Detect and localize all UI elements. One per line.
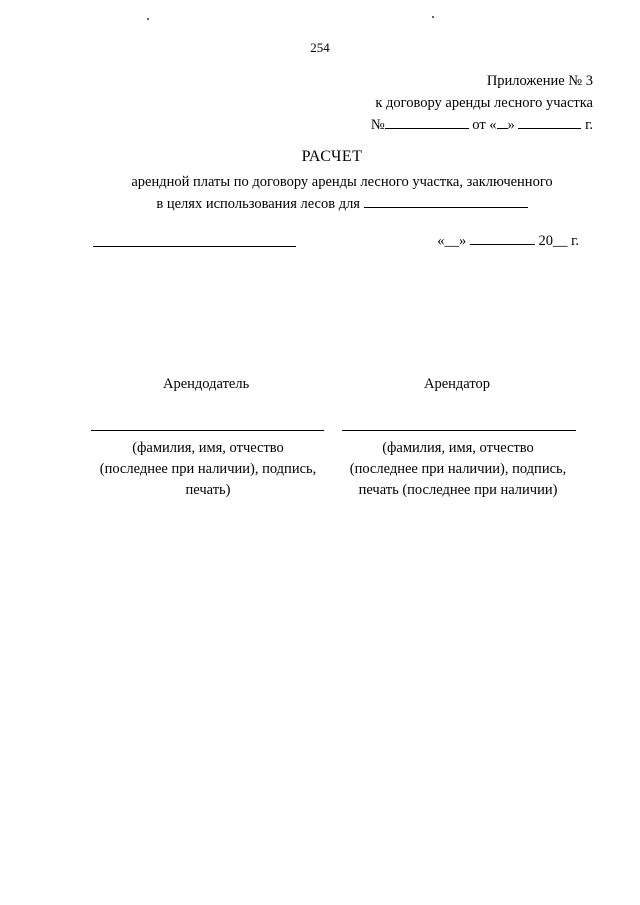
purpose-blank	[364, 194, 528, 208]
place-blank	[93, 246, 296, 247]
purpose-label: в целях использования лесов для	[156, 196, 360, 212]
contract-number-blank	[385, 115, 469, 129]
contract-number-line	[371, 114, 593, 136]
month-blank	[518, 115, 581, 129]
year-suffix: г.	[585, 117, 593, 133]
appendix-title: Приложение № 3	[486, 73, 593, 89]
date-month-blank	[470, 231, 535, 245]
date-row	[437, 231, 579, 250]
document-title: РАСЧЕТ	[301, 148, 363, 165]
lessor-signature-caption	[80, 438, 336, 501]
lessor-signature-line	[91, 430, 324, 431]
day-blank	[497, 115, 508, 129]
document-subtitle-line1: арендной платы по договору аренды лесного участка, заключенного	[131, 174, 553, 190]
date-year: 20__ г.	[538, 233, 579, 249]
lessee-role: Арендатор	[424, 376, 491, 392]
lessor-role: Арендодатель	[163, 376, 250, 392]
document-subtitle-line2	[0, 193, 640, 215]
caption-line: (последнее при наличии), подпись,	[99, 461, 317, 477]
caption-line: (фамилия, имя, отчество	[382, 440, 534, 456]
quote-close: »	[507, 117, 515, 133]
date-day: «__»	[437, 233, 467, 249]
caption-line: (последнее при наличии), подпись,	[349, 461, 567, 477]
appendix-reference: к договору аренды лесного участка	[375, 95, 593, 111]
from-label: от «	[472, 117, 497, 133]
lessee-signature-caption	[330, 438, 586, 501]
caption-line: печать)	[185, 482, 231, 498]
caption-line: (фамилия, имя, отчество	[132, 440, 284, 456]
lessee-signature-line	[342, 430, 576, 431]
scan-speck	[432, 16, 434, 18]
number-label: №	[370, 117, 385, 133]
scan-speck	[147, 18, 149, 20]
page-number: 254	[310, 40, 330, 55]
caption-line: печать (последнее при наличии)	[358, 482, 558, 498]
